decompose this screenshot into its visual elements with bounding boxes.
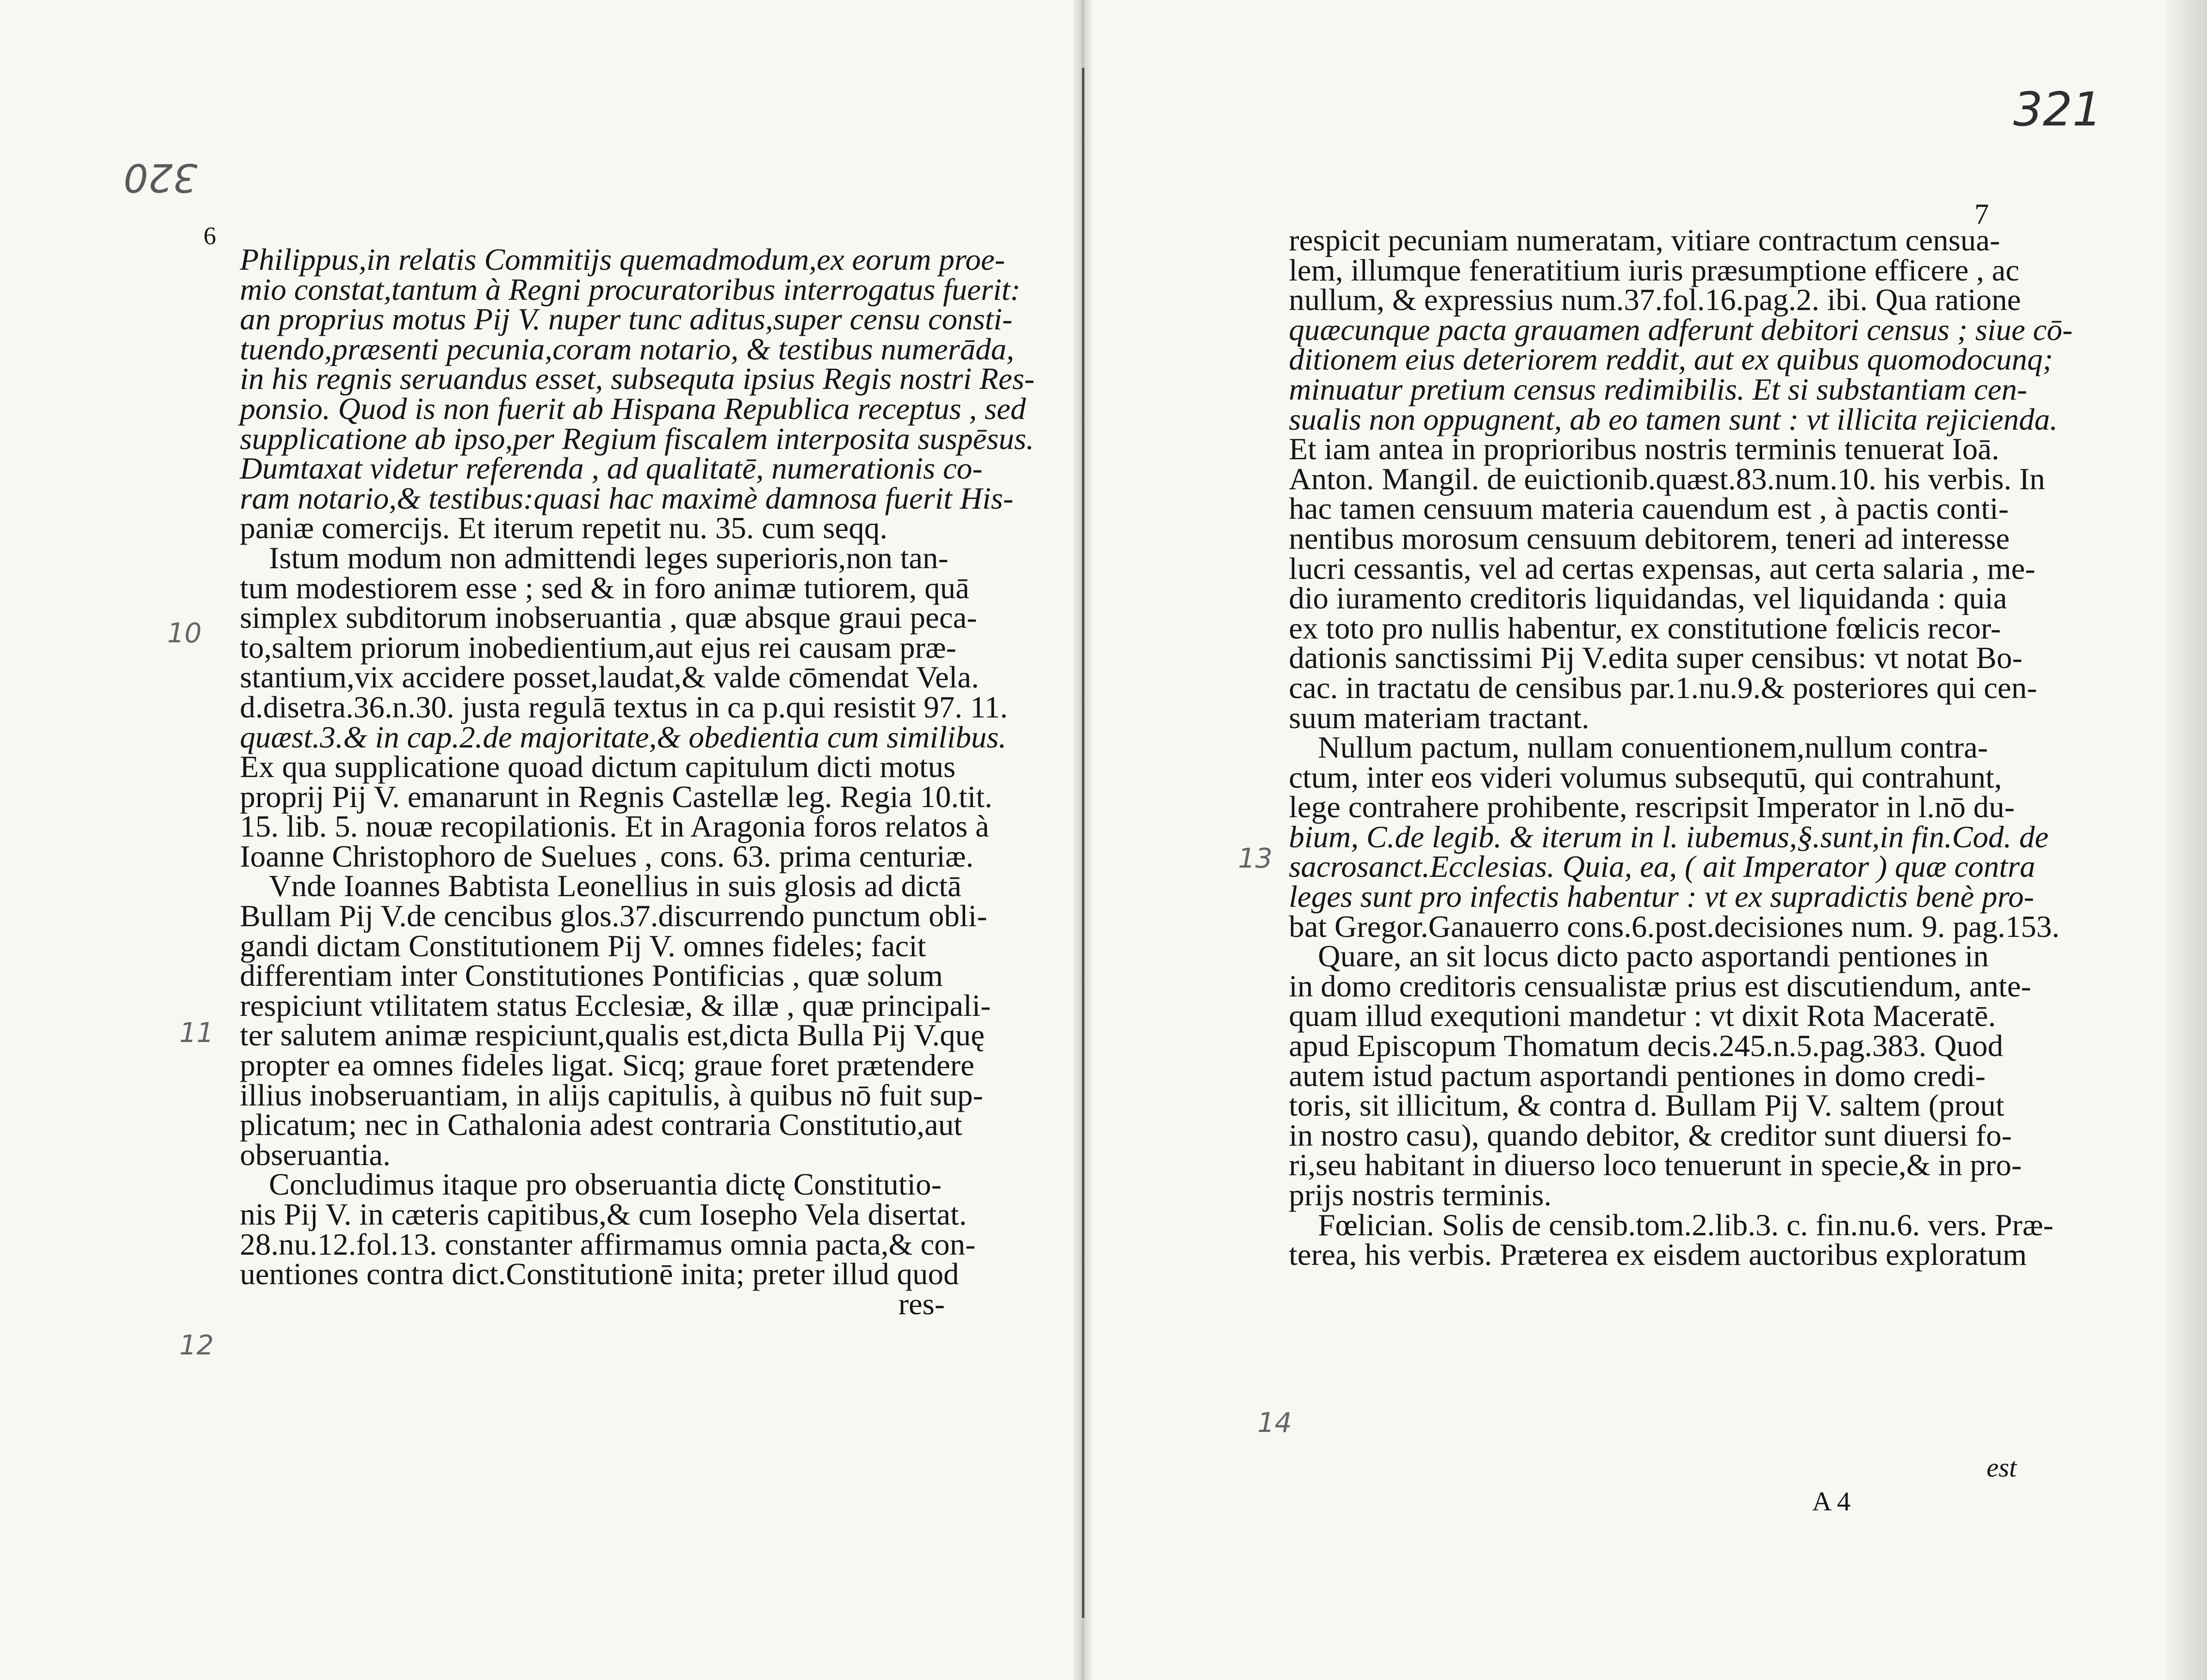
text-line: uentiones contra dict.Constitutionē inita; preter illud quod [240, 1257, 959, 1291]
text-line: quam illud exequtioni mandetur : vt dixit Rota Maceratē. [1289, 998, 1996, 1033]
text-line: simplex subditorum inobseruantia , quæ absque graui peca- [240, 600, 977, 635]
text-line: ram notario,& testibus:quasi hac maximè damnosa fuerit His- [240, 481, 1014, 515]
text-line: nentibus morosum censuum debitorem, teneri ad interesse [1289, 521, 2010, 556]
text-line: leges sunt pro infectis habentur : vt ex supradictis benè pro- [1289, 879, 2035, 914]
text-line: ditionem eius deteriorem reddit, aut ex quibus quomodocunq; [1289, 342, 2053, 377]
text-line: 28.nu.12.fol.13. constanter affirmamus omnia pacta,& con- [240, 1227, 976, 1261]
signature-mark: A 4 [1812, 1487, 1851, 1517]
text-line: Nullum pactum, nullam conuentionem,nullum contra- [1318, 730, 1988, 765]
catchword: est [1987, 1453, 2017, 1483]
text-line: dationis sanctissimi Pij V.edita super censibus: vt notat Bo- [1289, 640, 2022, 675]
text-line: cac. in tractatu de censibus par.1.nu.9.& posteriores qui cen- [1289, 670, 2037, 705]
text-line: paniæ comercijs. Et iterum repetit nu. 35. cum seqq. [240, 511, 888, 545]
text-line: ex toto pro nullis habentur, ex constitutione fœlicis recor- [1289, 610, 2001, 645]
text-line: suum materiam tractant. [1289, 700, 1590, 735]
text-line: Vnde Ioannes Babtista Leonellius in suis glosis ad dictā [269, 869, 962, 903]
text-line: Ioanne Christophoro de Suelues , cons. 63. prima centuriæ. [240, 839, 974, 873]
page-edge-shadow [2166, 0, 2207, 1680]
text-line: tum modestiorem esse ; sed & in foro animæ tutiorem, quā [240, 570, 970, 605]
text-line: ponsio. Quod is non fuerit ab Hispana Republica receptus , sed [240, 391, 1026, 426]
text-line: illius inobseruantiam, in alijs capitulis, à quibus nō fuit sup- [240, 1077, 984, 1112]
text-line: Istum modum non admittendi leges superioris,non tan- [269, 540, 949, 575]
gutter-crease [1082, 68, 1084, 1618]
text-line: in his regnis seruandus esset, subsequta ipsius Regis nostri Res- [240, 361, 1035, 396]
left-page-number: 6 [203, 222, 216, 250]
text-line: lege contrahere prohibente, rescripsit Imperator in l.nō du- [1289, 790, 2015, 824]
text-line: Philippus,in relatis Commitijs quemadmodum,ex eorum proe- [240, 242, 1005, 277]
text-line: stantium,vix accidere posset,laudat,& valde cōmendat Vela. [240, 660, 979, 695]
text-line: lucri cessantis, vel ad certas expensas, aut certa salaria , me- [1289, 551, 2035, 586]
margin-note: 10 [167, 618, 202, 649]
right-handwritten-folio: 321 [2013, 82, 2102, 137]
text-line: Concludimus itaque pro obseruantia dictę Constitutio- [269, 1167, 942, 1202]
text-line: ctum, inter eos videri volumus subsequtū, qui contrahunt, [1289, 760, 2002, 794]
text-line: autem istud pactum asportandi pentiones in domo credi- [1289, 1058, 1986, 1093]
text-line: an proprius motus Pij V. nuper tunc aditus,super censu consti- [240, 302, 1013, 337]
text-line: Quare, an sit locus dicto pacto asportandi pentiones in [1318, 939, 1989, 974]
text-line: Et iam antea in proprioribus nostris terminis tenuerat Ioā. [1289, 432, 2000, 467]
left-handwritten-folio: 320 [124, 155, 198, 200]
text-line: prijs nostris terminis. [1289, 1178, 1552, 1212]
text-line: toris, sit illicitum, & contra d. Bullam Pij V. saltem (prout [1289, 1088, 2004, 1123]
text-line: hac tamen censuum materia cauendum est , à pactis conti- [1289, 491, 2009, 526]
text-line: obseruantia. [240, 1137, 391, 1172]
text-line: proprij Pij V. emanarunt in Regnis Castellæ leg. Regia 10.tit. [240, 779, 993, 814]
margin-note: 13 [1238, 843, 1273, 874]
text-line: respiciunt vtilitatem status Ecclesiæ, & illæ , quæ principali- [240, 988, 991, 1023]
left-page-text [240, 242, 1035, 1321]
text-line: nullum, & expressius num.37.fol.16.pag.2. ibi. Qua ratione [1289, 282, 2021, 317]
right-page-number: 7 [1974, 198, 1989, 230]
text-line: propter ea omnes fideles ligat. Sicq; graue foret prætendere [240, 1048, 974, 1083]
text-line: differentiam inter Constitutiones Pontificias , quæ solum [240, 958, 943, 993]
text-line: minuatur pretium census redimibilis. Et si substantiam cen- [1289, 372, 2028, 406]
text-line: sualis non oppugnent, ab eo tamen sunt : vt illicita rejicienda. [1289, 402, 2058, 436]
text-line: nis Pij V. in cæteris capitibus,& cum Iosepho Vela disertat. [240, 1197, 967, 1231]
margin-note: 11 [179, 1017, 214, 1049]
text-line: gandi dictam Constitutionem Pij V. omnes fideles; facit [240, 928, 926, 963]
text-line: bat Gregor.Ganauerro cons.6.post.decisiones num. 9. pag.153. [1289, 909, 2060, 944]
text-line: dio iuramento creditoris liquidandas, vel liquidanda : quia [1289, 581, 2007, 616]
text-line: tuendo,præsenti pecunia,coram notario, & testibus numerāda, [240, 331, 1015, 366]
text-line: apud Episcopum Thomatum decis.245.n.5.pag.383. Quod [1289, 1028, 2004, 1063]
text-line: Anton. Mangil. de euictionib.quæst.83.num.10. his verbis. In [1289, 461, 2045, 496]
catchword: res- [898, 1286, 945, 1321]
text-line: d.disetra.36.n.30. justa regulā textus in ca p.qui resistit 97. 11. [240, 689, 1008, 724]
text-line: quæst.3.& in cap.2.de majoritate,& obedientia cum similibus. [240, 719, 1007, 754]
margin-note: 12 [179, 1330, 214, 1361]
text-line: mio constat,tantum à Regni procuratoribus interrogatus fuerit: [240, 272, 1021, 307]
text-line: ri,seu habitant in diuerso loco tenuerunt in specie,& in pro- [1289, 1148, 2022, 1182]
text-line: ter salutem animæ respiciunt,qualis est,dicta Bulla Pij V.quę [240, 1018, 985, 1053]
text-line: to,saltem priorum inobedientium,aut ejus rei causam præ- [240, 630, 956, 665]
text-line: 15. lib. 5. nouæ recopilationis. Et in Aragonia foros relatos à [240, 809, 989, 844]
text-line: bium, C.de legib. & iterum in l. iubemus,§.sunt,in fin.Cod. de [1289, 819, 2049, 854]
text-line: terea, his verbis. Præterea ex eisdem auctoribus exploratum [1289, 1237, 2027, 1272]
text-line: in domo creditoris censualistæ prius est discutiendum, ante- [1289, 968, 2032, 1003]
text-line: Dumtaxat videtur referenda , ad qualitatē, numerationis co- [240, 451, 983, 486]
text-line: quæcunque pacta grauamen adferunt debitori census ; siue cō- [1289, 312, 2073, 347]
text-line: lem, illumque feneratitium iuris præsumptione efficere , ac [1289, 252, 2019, 287]
text-line: sacrosanct.Ecclesias. Quia, ea, ( ait Imperator ) quæ contra [1289, 849, 2035, 884]
text-line: in nostro casu), quando debitor, & creditor sunt diuersi fo- [1289, 1118, 2012, 1152]
text-line: supplicatione ab ipso,per Regium fiscalem interposita suspēsus. [240, 421, 1034, 456]
text-line: respicit pecuniam numeratam, vitiare contractum censua- [1289, 223, 2000, 257]
text-line: plicatum; nec in Cathalonia adest contraria Constitutio,aut [240, 1107, 963, 1142]
right-page-text [1289, 223, 2073, 1272]
text-line: Ex qua supplicatione quoad dictum capitulum dicti motus [240, 749, 956, 784]
margin-note: 14 [1257, 1407, 1292, 1439]
text-line: Bullam Pij V.de cencibus glos.37.discurrendo punctum obli- [240, 899, 987, 933]
text-line: Fœlician. Solis de censib.tom.2.lib.3. c. fin.nu.6. vers. Præ- [1318, 1207, 2054, 1242]
